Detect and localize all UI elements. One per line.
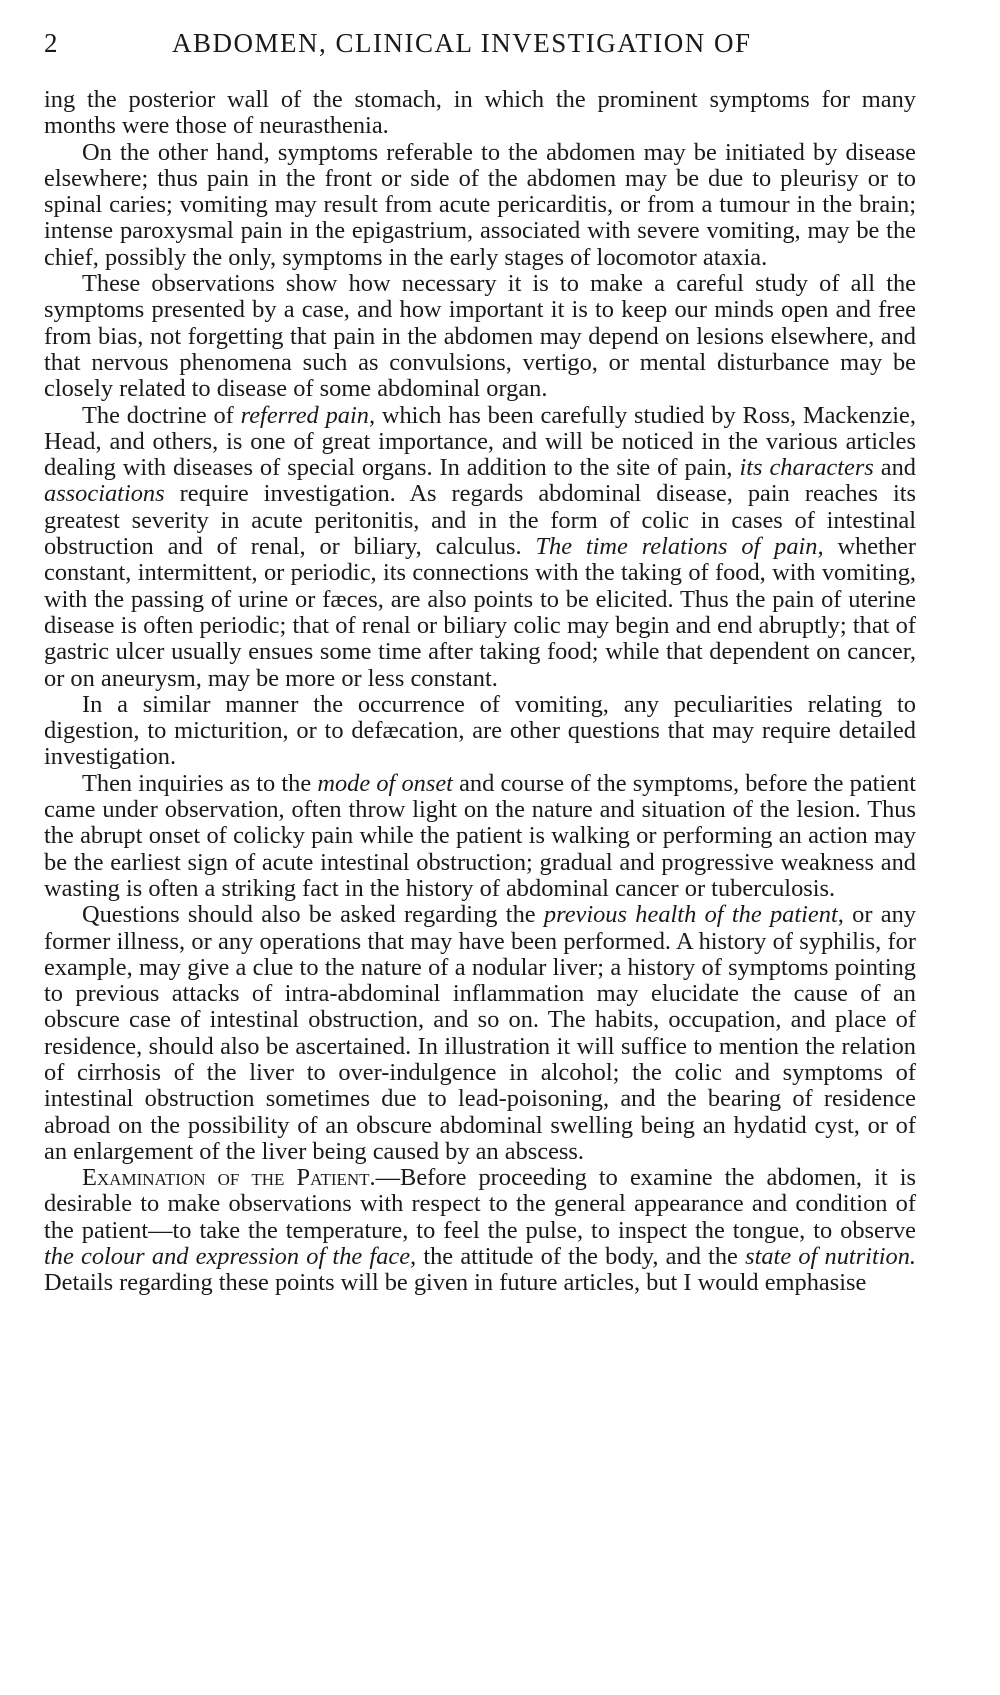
italic-text: referred pain,	[240, 401, 376, 429]
paragraph-p1	[44, 87, 916, 140]
text-run: In a similar manner the occurrence of vomiting, any peculiarities relating to digestion, to micturition, or to defæcation, are other questions that may require detailed investigation.	[44, 690, 916, 771]
italic-text: its characters	[739, 454, 874, 482]
text-run: and	[873, 454, 916, 482]
text-run: which has been carefully studied by Ross, Mackenzie, Head, and others, is one of great importance, and will be noticed in the various articles dealing with diseases of special organs. In addition to the site of pain,	[44, 401, 916, 482]
paragraph-p8	[44, 1165, 916, 1296]
italic-text: associations	[44, 480, 165, 508]
page-header	[44, 28, 940, 68]
text-run: whether constant, intermittent, or periodic, its connections with the taking of food, with vomiting, with the passing of urine or fæces, are also points to be elicited. Thus the pain of uterine disease is often periodic; that of renal or biliary colic may begin and end abruptly; that of gastric ulcer usually ensues some time after taking food; while that dependent on cancer, or on aneurysm, may be more or less constant.	[44, 533, 916, 692]
text-run: Details regarding these points will be given in future articles, but I would emphasise	[44, 1269, 867, 1297]
italic-text: previous health of the patient,	[543, 901, 844, 929]
paragraph-p4	[44, 403, 916, 692]
text-run: Then inquiries as to the	[82, 769, 318, 797]
running-head: ABDOMEN, CLINICAL INVESTIGATION OF	[172, 28, 752, 58]
italic-text: mode of onset	[317, 769, 453, 797]
text-run: or any former illness, or any operations that may have been performed. A history of syphilis, for example, may give a clue to the nature of a nodular liver; a history of symptoms pointing to previous attacks of intra-abdominal inflammation may elucidate the cause of an obscure case of intestinal obstruction, and so on. The habits, occupation, and place of residence, should also be ascertained. In illustration it will suffice to mention the relation of cirrhosis of the liver to over-indulgence in alcohol; the colic and symptoms of intestinal obstruction sometimes due to lead-poisoning, and the bearing of residence abroad on the possibility of an obscure abdominal swelling being an hydatid cyst, or of an enlargement of the liver being caused by an abscess.	[44, 901, 916, 1165]
paragraph-p2	[44, 140, 916, 271]
text-run: Questions should also be asked regarding the	[82, 901, 544, 929]
text-run: These observations show how necessary it is to make a careful study of all the symptoms presented by a case, and how important it is to keep our minds open and free from bias, not forgetting that pain in the abdomen may depend on lesions elsewhere, and that nervous phenomena such as convulsions, vertigo, or mental disturbance may be closely related to disease of some abdominal organ.	[44, 270, 916, 403]
body-text	[44, 87, 916, 1297]
paragraph-p3	[44, 271, 916, 402]
text-run: and course of the symptoms, before the patient came under observation, often throw light on the nature and situation of the lesion. Thus the abrupt onset of colicky pain while the patient is walking or performing an action may be the earliest sign of acute intestinal obstruction; gradual and progressive weakness and wasting is often a striking fact in the history of abdominal cancer or tuberculosis.	[44, 769, 916, 902]
page-number: 2	[44, 28, 59, 58]
italic-text: state of nutrition.	[745, 1243, 916, 1271]
text-run: require investigation. As regards abdominal disease, pain reaches its greatest severity in acute peritonitis, and in the form of colic in cases of intestinal obstruction and of renal, or biliary, calculus.	[44, 480, 916, 561]
paragraph-p5	[44, 692, 916, 771]
text-run: The doctrine of	[82, 401, 241, 429]
text-run: ing the posterior wall of the stomach, in which the prominent symptoms for many months were those of neurasthenia.	[44, 86, 916, 140]
italic-text: the colour and expression of the face,	[44, 1243, 417, 1271]
paragraph-p6	[44, 771, 916, 902]
paragraph-p7	[44, 902, 916, 1165]
italic-text: The time relations of pain,	[535, 533, 824, 561]
text-run: —Before proceeding to examine the abdomen, it is desirable to make observations with respect to the general appearance and condition of the patient—to take the temperature, to feel the pulse, to inspect the tongue, to observe	[44, 1164, 916, 1244]
text-run: On the other hand, symptoms referable to the abdomen may be initiated by disease elsewhere; thus pain in the front or side of the abdomen may be due to pleurisy or to spinal caries; vomiting may result from acute pericarditis, or from a tumour in the brain; intense paroxysmal pain in the epigastrium, associated with severe vomiting, may be the chief, possibly the only, symptoms in the early stages of locomotor ataxia.	[44, 138, 916, 271]
section-heading: Examination of the Patient.	[82, 1164, 376, 1192]
text-run: the attitude of the body, and the	[416, 1243, 746, 1271]
